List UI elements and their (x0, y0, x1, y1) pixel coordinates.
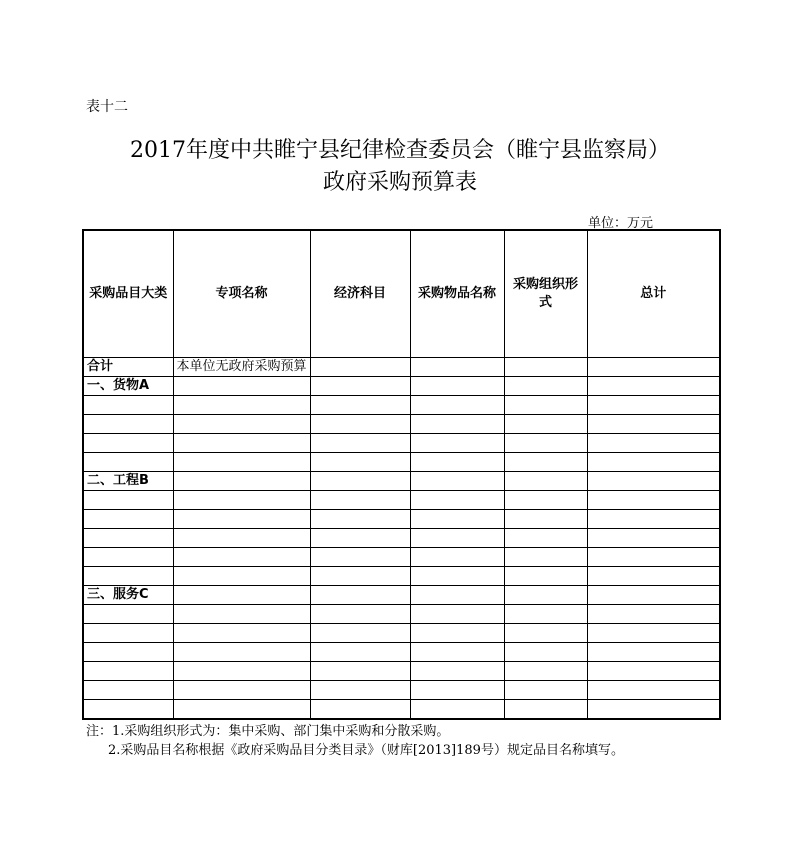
table-row (83, 529, 720, 548)
cell-category (83, 567, 173, 586)
cell-project-name (173, 700, 310, 720)
table-row (83, 681, 720, 700)
cell-item-name (410, 643, 504, 662)
cell-category (83, 491, 173, 510)
table-row (83, 396, 720, 415)
cell-item-name (410, 681, 504, 700)
cell-economic-subject (310, 396, 410, 415)
table-row (83, 377, 720, 396)
cell-economic-subject (310, 605, 410, 624)
cell-total (587, 396, 720, 415)
cell-organization-form (504, 662, 587, 681)
cell-category (83, 643, 173, 662)
cell-category (83, 624, 173, 643)
cell-economic-subject (310, 453, 410, 472)
table-row (83, 624, 720, 643)
table-row (83, 586, 720, 605)
table-row (83, 605, 720, 624)
cell-economic-subject (310, 643, 410, 662)
cell-item-name (410, 605, 504, 624)
cell-organization-form (504, 681, 587, 700)
cell-organization-form (504, 434, 587, 453)
cell-project-name (173, 681, 310, 700)
cell-economic-subject (310, 624, 410, 643)
cell-organization-form (504, 491, 587, 510)
cell-economic-subject (310, 472, 410, 491)
cell-project-name (173, 567, 310, 586)
cell-category (83, 453, 173, 472)
table-number-label: 表十二 (86, 99, 128, 115)
table-row (83, 415, 720, 434)
cell-project-name (173, 396, 310, 415)
cell-project-name: 本单位无政府采购预算 (173, 358, 310, 377)
document-title: 2017年度中共睢宁县纪律检查委员会（睢宁县监察局） (130, 138, 670, 163)
cell-project-name (173, 491, 310, 510)
header-total: 总计 (587, 230, 720, 358)
cell-economic-subject (310, 358, 410, 377)
cell-project-name (173, 415, 310, 434)
cell-organization-form (504, 605, 587, 624)
cell-economic-subject (310, 491, 410, 510)
cell-item-name (410, 453, 504, 472)
cell-category (83, 605, 173, 624)
cell-organization-form (504, 377, 587, 396)
table-row (83, 643, 720, 662)
cell-organization-form (504, 396, 587, 415)
cell-total (587, 548, 720, 567)
footnote-1: 注：1.采购组织形式为：集中采购、部门集中采购和分散采购。 (86, 724, 450, 739)
cell-total (587, 491, 720, 510)
table-row (83, 548, 720, 567)
cell-total (587, 510, 720, 529)
cell-economic-subject (310, 567, 410, 586)
table-row (83, 491, 720, 510)
cell-item-name (410, 358, 504, 377)
cell-project-name (173, 377, 310, 396)
cell-total (587, 472, 720, 491)
cell-economic-subject (310, 700, 410, 720)
cell-total (587, 681, 720, 700)
cell-category: 一、货物A (83, 377, 173, 396)
cell-total (587, 567, 720, 586)
cell-total (587, 434, 720, 453)
cell-organization-form (504, 624, 587, 643)
cell-total (587, 700, 720, 720)
cell-total (587, 358, 720, 377)
cell-economic-subject (310, 662, 410, 681)
cell-item-name (410, 396, 504, 415)
cell-project-name (173, 548, 310, 567)
cell-item-name (410, 567, 504, 586)
cell-project-name (173, 529, 310, 548)
procurement-budget-table (82, 229, 721, 720)
table-row (83, 510, 720, 529)
cell-project-name (173, 472, 310, 491)
table-row (83, 434, 720, 453)
cell-item-name (410, 529, 504, 548)
header-economic-subject: 经济科目 (310, 230, 410, 358)
cell-project-name (173, 624, 310, 643)
cell-total (587, 377, 720, 396)
cell-category (83, 434, 173, 453)
cell-project-name (173, 453, 310, 472)
table-header-row (83, 230, 720, 358)
table-row (83, 567, 720, 586)
cell-item-name (410, 510, 504, 529)
cell-economic-subject (310, 681, 410, 700)
cell-organization-form (504, 643, 587, 662)
cell-project-name (173, 643, 310, 662)
cell-economic-subject (310, 529, 410, 548)
cell-total (587, 662, 720, 681)
cell-category (83, 700, 173, 720)
cell-project-name (173, 662, 310, 681)
cell-item-name (410, 434, 504, 453)
footnote-2: 2.采购品目名称根据《政府采购品目分类目录》（财库[2013]189号）规定品目名称填写。 (108, 743, 624, 758)
cell-category (83, 396, 173, 415)
cell-economic-subject (310, 377, 410, 396)
cell-item-name (410, 415, 504, 434)
cell-project-name (173, 586, 310, 605)
cell-category (83, 510, 173, 529)
cell-category (83, 548, 173, 567)
cell-organization-form (504, 548, 587, 567)
cell-category: 合计 (83, 358, 173, 377)
cell-economic-subject (310, 586, 410, 605)
table-row (83, 700, 720, 720)
unit-label: 单位：万元 (588, 216, 654, 231)
header-item-name: 采购物品名称 (410, 230, 504, 358)
document-subtitle: 政府采购预算表 (322, 170, 477, 195)
cell-category (83, 529, 173, 548)
cell-organization-form (504, 529, 587, 548)
cell-total (587, 586, 720, 605)
cell-item-name (410, 491, 504, 510)
cell-total (587, 605, 720, 624)
cell-economic-subject (310, 415, 410, 434)
cell-organization-form (504, 453, 587, 472)
cell-item-name (410, 662, 504, 681)
cell-category (83, 681, 173, 700)
cell-project-name (173, 510, 310, 529)
table-row (83, 472, 720, 491)
cell-total (587, 415, 720, 434)
cell-organization-form (504, 586, 587, 605)
table-row (83, 662, 720, 681)
header-category: 采购品目大类 (83, 230, 173, 358)
cell-organization-form (504, 415, 587, 434)
cell-category (83, 415, 173, 434)
cell-organization-form (504, 700, 587, 720)
cell-total (587, 529, 720, 548)
cell-project-name (173, 434, 310, 453)
cell-project-name (173, 605, 310, 624)
cell-total (587, 643, 720, 662)
table-row (83, 453, 720, 472)
cell-item-name (410, 472, 504, 491)
cell-item-name (410, 548, 504, 567)
cell-economic-subject (310, 434, 410, 453)
table-row (83, 358, 720, 377)
header-project-name: 专项名称 (173, 230, 310, 358)
cell-category: 二、工程B (83, 472, 173, 491)
cell-item-name (410, 700, 504, 720)
header-organization-form: 采购组织形式 (504, 230, 587, 358)
cell-category (83, 662, 173, 681)
cell-item-name (410, 624, 504, 643)
cell-organization-form (504, 472, 587, 491)
cell-organization-form (504, 567, 587, 586)
cell-item-name (410, 586, 504, 605)
cell-category: 三、服务C (83, 586, 173, 605)
cell-organization-form (504, 510, 587, 529)
cell-economic-subject (310, 548, 410, 567)
cell-item-name (410, 377, 504, 396)
cell-economic-subject (310, 510, 410, 529)
cell-total (587, 624, 720, 643)
cell-organization-form (504, 358, 587, 377)
cell-total (587, 453, 720, 472)
